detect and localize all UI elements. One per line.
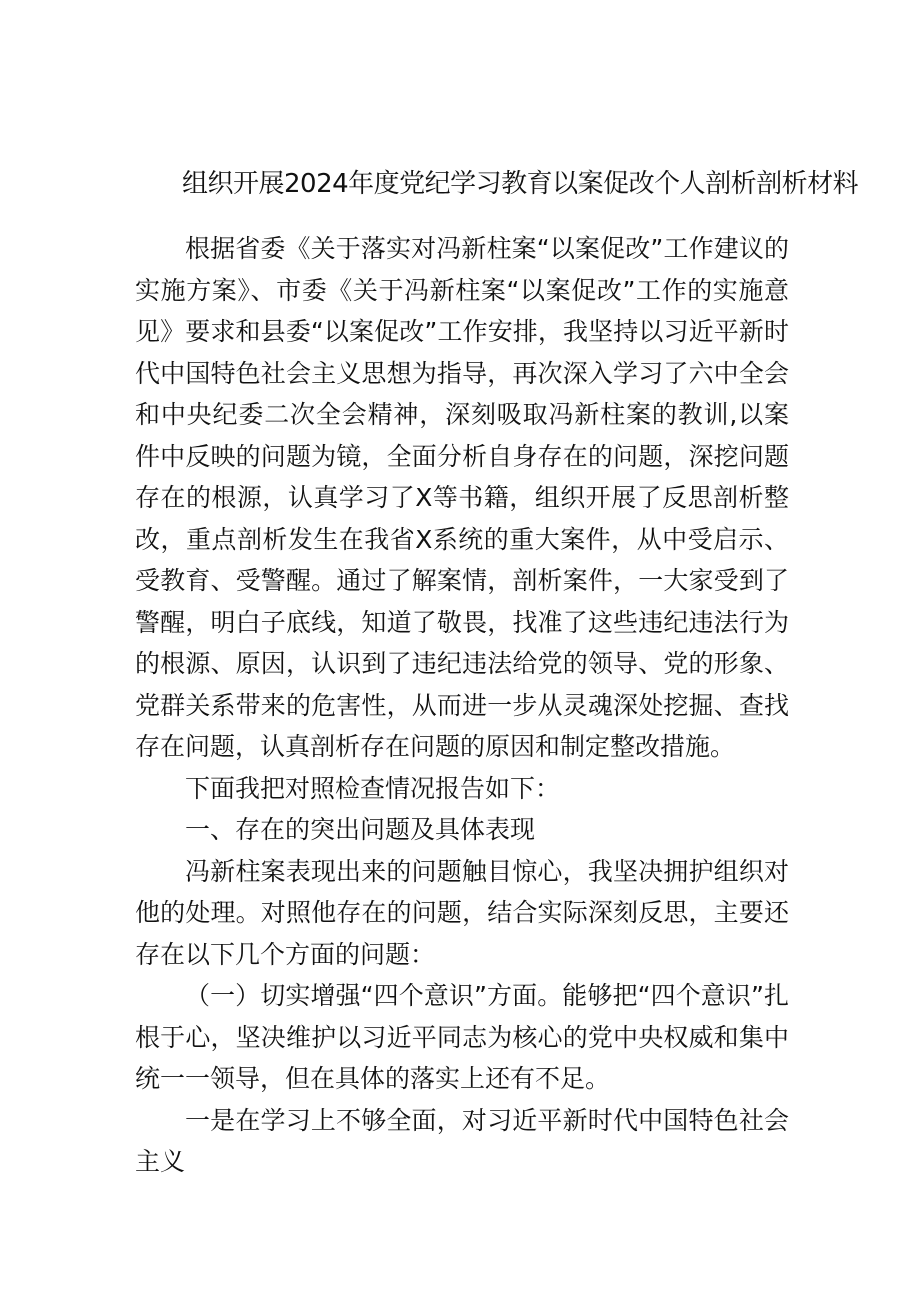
document-body <box>135 228 789 1183</box>
paragraph-report-lead: 下面我把对照检查情况报告如下： <box>185 773 561 803</box>
paragraph-point-1: 一是在学习上不够全面，对习近平新时代中国特色社会主义 <box>135 1105 789 1176</box>
section-heading-1: 一、存在的突出问题及具体表现 <box>185 815 536 844</box>
subsection-heading-1: （一）切实增强“四个意识”方面。能够把“四个意识”扎根于心，坚决维护以习近平同志为核心的党中央权威和集中统一一领导，但在具体的落实上还有不足。 <box>135 981 789 1093</box>
paragraph-problems-intro: 冯新柱案表现出来的问题触目惊心，我坚决拥护组织对他的处理。对照他存在的问题，结合实际深刻反思，主要还存在以下几个方面的问题： <box>135 856 789 969</box>
document-title: 组织开展2024年度党纪学习教育以案促改个人剖析剖析材料 <box>182 169 859 199</box>
paragraph-intro: 根据省委《关于落实对冯新柱案“以案促改”工作建议的实施方案》、市委《关于冯新柱案“以案促改”工作的实施意见》要求和县委“以案促改”工作安排，我坚持以习近平新时代中国特色社会主义思想为指导，再次深入学习了六中全会和中央纪委二次全会精神，深刻吸取冯新柱案的教训,以案件中反映的问题为镜，全面分析自身存在的问题，深挖问题存在的根源，认真学习了X等书籍，组织开展了反思剖析整改，重点剖析发生在我省X系统的重大案件，从中受启示、受教育、受警醒。通过了解案情，剖析案件，一大家受到了警醒，明白子底线，知道了敬畏，找准了这些违纪违法行为的根源、原因，认识到了违纪违法给党的领导、党的形象、党群关系带来的危害性，从而进一步从灵魂深处挖掘、查找存在问题，认真剖析存在问题的原因和制定整改措施。 <box>135 234 789 761</box>
